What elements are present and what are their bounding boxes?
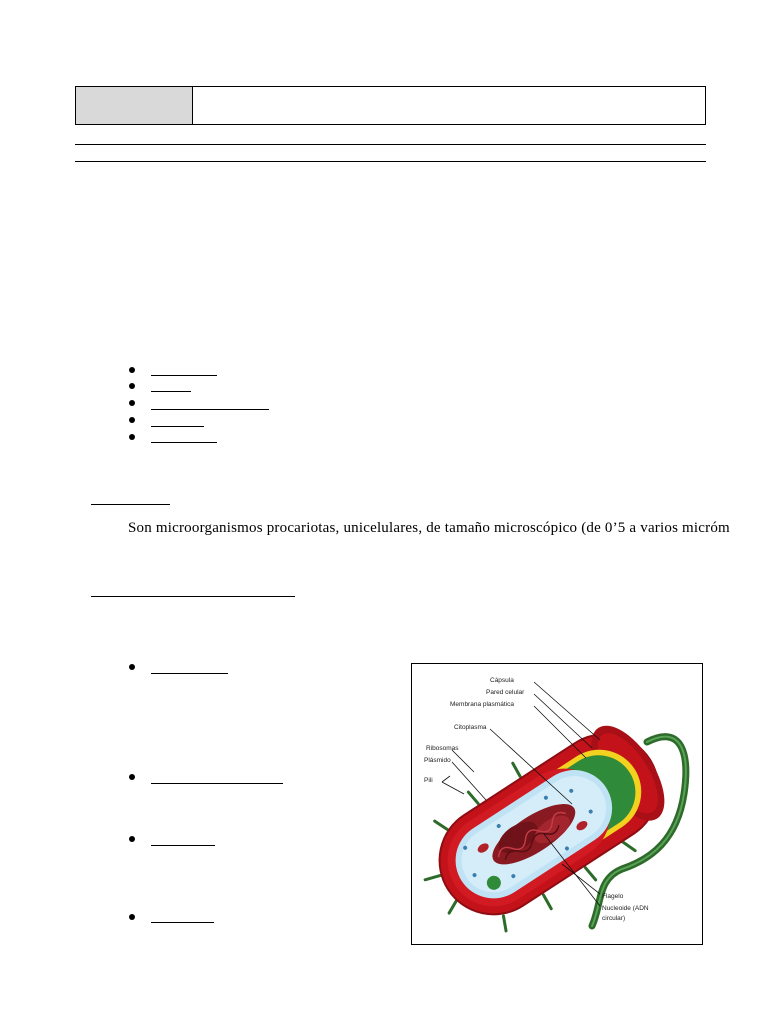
bacterium-figure xyxy=(411,663,703,945)
bullet-dot xyxy=(129,664,135,670)
header-rule-bottom xyxy=(75,161,706,162)
list-item-underline xyxy=(151,783,283,784)
section-paragraph: Son microorganismos procariotas, unicelulares, de tamaño microscópico (de 0’5 a varios micróm xyxy=(128,520,730,536)
label-pili: Pili xyxy=(424,777,433,784)
header-table xyxy=(75,86,706,125)
header-label-cell xyxy=(76,87,193,124)
bullet-dot xyxy=(129,400,135,406)
section-heading-underline xyxy=(91,504,170,505)
section-heading-underline xyxy=(91,596,295,597)
label-nucleoide: Nucleoide (ADN xyxy=(602,905,649,912)
header-title-cell xyxy=(193,87,705,124)
list-item-underline xyxy=(151,391,191,392)
label-ribosomas: Ribosomas xyxy=(426,745,459,752)
label-capsula: Cápsula xyxy=(490,677,514,684)
label-pared: Pared celular xyxy=(486,689,525,696)
bullet-dot xyxy=(129,836,135,842)
label-flagelo: Flagelo xyxy=(602,893,624,900)
bullet-dot xyxy=(129,914,135,920)
list-item-underline xyxy=(151,426,204,427)
list-item-underline xyxy=(151,375,217,376)
list-item-underline xyxy=(151,409,269,410)
bacterium-diagram xyxy=(412,664,702,944)
label-plasmido: Plásmido xyxy=(424,757,451,764)
bullet-dot xyxy=(129,383,135,389)
list-item-underline xyxy=(151,673,228,674)
list-item-underline xyxy=(151,442,217,443)
label-membrana: Membrana plasmática xyxy=(450,701,514,708)
bullet-dot xyxy=(129,434,135,440)
label-nucleoide-2: circular) xyxy=(602,915,626,922)
list-item-underline xyxy=(151,922,214,923)
bullet-dot xyxy=(129,417,135,423)
label-citoplasma: Citoplasma xyxy=(454,724,487,731)
bullet-dot xyxy=(129,774,135,780)
header-rule-top xyxy=(75,144,706,145)
bullet-dot xyxy=(129,367,135,373)
list-item-underline xyxy=(151,845,215,846)
